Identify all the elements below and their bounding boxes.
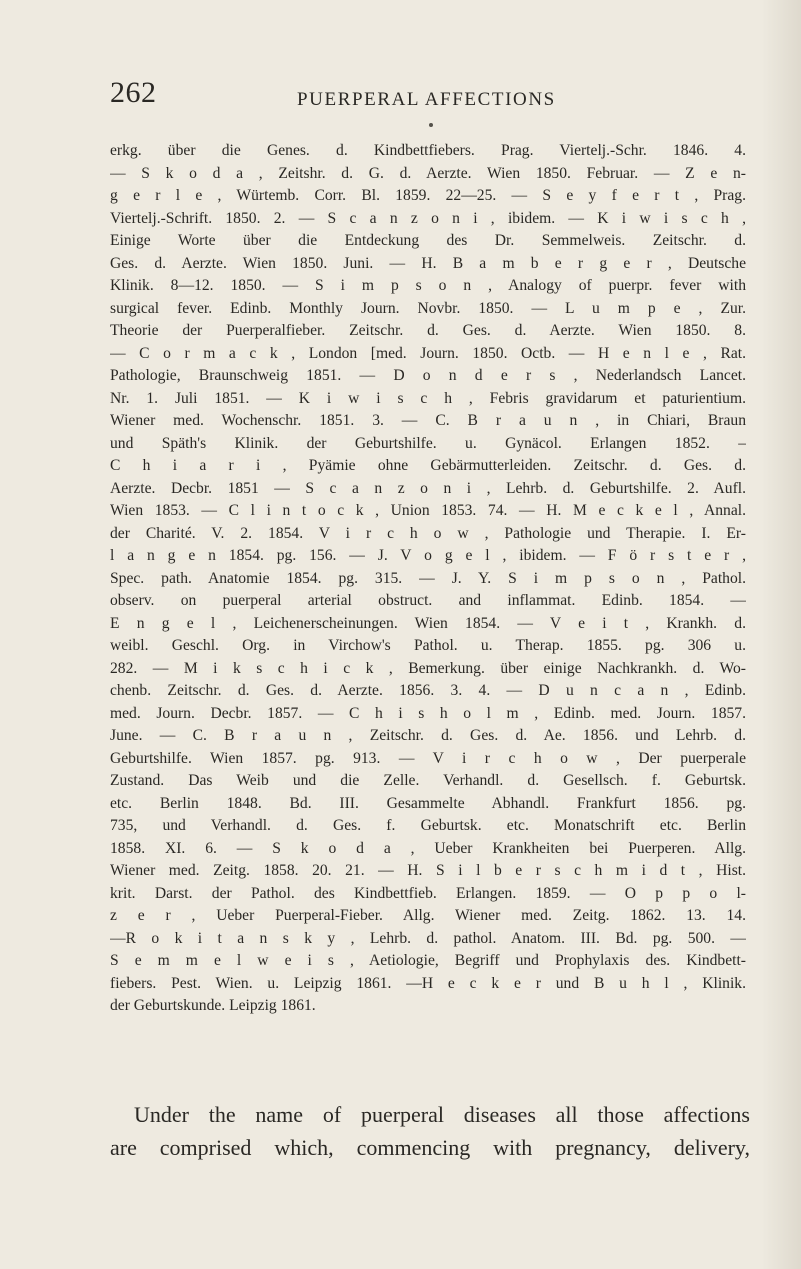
bibliography-line: chenb. Zeitschr. d. Ges. d. Aerzte. 1856. 3. 4. — D u n c a n , Edinb. (110, 682, 746, 699)
bibliography-line: Wiener med. Zeitg. 1858. 20. 21. — H. S i l b e r s c h m i d t , Hist. (110, 862, 746, 879)
page-edge-shadow (761, 0, 801, 1269)
bibliography-line: Einige Worte über die Entdeckung des Dr. Semmelweis. Zeitschr. d. (110, 232, 746, 249)
bibliography-line: 735, und Verhandl. d. Ges. f. Geburtsk. etc. Monatschrift etc. Berlin (110, 817, 746, 834)
bibliography-line: l a n g e n 1854. pg. 156. — J. V o g e l , ibidem. — F ö r s t e r , (110, 547, 746, 564)
page-number: 262 (110, 76, 157, 109)
bibliography-line: erkg. über die Genes. d. Kindbettfiebers. Prag. Viertelj.-Schr. 1846. 4. (110, 142, 746, 159)
bibliography-line: June. — C. B r a u n , Zeitschr. d. Ges. d. Ae. 1856. und Lehrb. d. (110, 727, 746, 744)
bibliography-line: 1858. XI. 6. — S k o d a , Ueber Krankheiten bei Puerperen. Allg. (110, 839, 746, 857)
bibliography-line: etc. Berlin 1848. Bd. III. Gesammelte Abhandl. Frankfurt 1856. pg. (110, 794, 746, 812)
bibliography-line: Wien 1853. — C l i n t o c k , Union 1853. 74. — H. M e c k e l , Annal. (110, 502, 746, 519)
bibliography-line: z e r , Ueber Puerperal-Fieber. Allg. Wiener med. Zeitg. 1862. 13. 14. (110, 907, 746, 924)
bibliography-line: C h i a r i , Pyämie ohne Gebärmutterleiden. Zeitschr. d. Ges. d. (110, 457, 746, 474)
bibliography-line: — S k o d a , Zeitshr. d. G. d. Aerzte. Wien 1850. Februar. — Z e n- (110, 164, 746, 182)
bibliography-line: med. Journ. Decbr. 1857. — C h i s h o l m , Edinb. med. Journ. 1857. (110, 704, 746, 722)
body-paragraph (110, 1098, 750, 1164)
running-title: PUERPERAL AFFECTIONS (297, 89, 556, 110)
bibliography-line: S e m m e l w e i s , Aetiologie, Begriff und Prophylaxis des. Kindbett- (110, 952, 746, 969)
bibliography-line: Zustand. Das Weib und die Zelle. Verhandl. d. Gesellsch. f. Geburtsk. (110, 772, 746, 789)
bibliography-line: Nr. 1. Juli 1851. — K i w i s c h , Febris gravidarum et paturientium. (110, 389, 746, 407)
bibliography-line: Klinik. 8—12. 1850. — S i m p s o n , Analogy of puerpr. fever with (110, 277, 746, 294)
printer-mark (429, 123, 433, 127)
bibliography-line: weibl. Geschl. Org. in Virchow's Pathol. u. Therap. 1855. pg. 306 u. (110, 637, 746, 654)
bibliography-line: g e r l e , Würtemb. Corr. Bl. 1859. 22—25. — S e y f e r t , Prag. (110, 187, 746, 204)
body-line: are comprised which, commencing with pregnancy, delivery, (110, 1135, 750, 1160)
bibliography-line: Geburtshilfe. Wien 1857. pg. 913. — V i r c h o w , Der puerperale (110, 749, 746, 767)
bibliography-line: — C o r m a c k , London [med. Journ. 1850. Octb. — H e n l e , Rat. (110, 344, 746, 362)
bibliography-line: observ. on puerperal arterial obstruct. and inflammat. Edinb. 1854. — (110, 592, 746, 609)
bibliography-line: Spec. path. Anatomie 1854. pg. 315. — J. Y. S i m p s o n , Pathol. (110, 569, 746, 587)
bibliography-line: 282. — M i k s c h i c k , Bemerkung. über einige Nachkrankh. d. Wo- (110, 659, 746, 677)
bibliography-line: Pathologie, Braunschweig 1851. — D o n d e r s , Nederlandsch Lancet. (110, 367, 746, 384)
bibliography-line: fiebers. Pest. Wien. u. Leipzig 1861. —H e c k e r und B u h l , Klinik. (110, 974, 746, 992)
bibliography-line: der Charité. V. 2. 1854. V i r c h o w , Pathologie und Therapie. I. Er- (110, 524, 746, 542)
bibliography-line: der Geburtskunde. Leipzig 1861. (110, 997, 316, 1014)
bibliography-line: Wiener med. Wochenschr. 1851. 3. — C. B r a u n , in Chiari, Braun (110, 412, 746, 429)
bibliography-block (110, 140, 746, 1018)
bibliography-line: Ges. d. Aerzte. Wien 1850. Juni. — H. B a m b e r g e r , Deutsche (110, 254, 746, 272)
bibliography-line: E n g e l , Leichenerscheinungen. Wien 1854. — V e i t , Krankh. d. (110, 614, 746, 632)
bibliography-line: surgical fever. Edinb. Monthly Journ. Novbr. 1850. — L u m p e , Zur. (110, 299, 746, 317)
bibliography-line: Viertelj.-Schrift. 1850. 2. — S c a n z o n i , ibidem. — K i w i s c h , (110, 209, 746, 227)
bibliography-line: krit. Darst. der Pathol. des Kindbettfieb. Erlangen. 1859. — O p p o l- (110, 884, 746, 902)
bibliography-line: und Späth's Klinik. der Geburtshilfe. u. Gynäcol. Erlangen 1852. – (110, 434, 746, 452)
bibliography-line: Aerzte. Decbr. 1851 — S c a n z o n i , Lehrb. d. Geburtshilfe. 2. Aufl. (110, 479, 746, 497)
bibliography-line: Theorie der Puerperalfieber. Zeitschr. d. Ges. d. Aerzte. Wien 1850. 8. (110, 322, 746, 339)
bibliography-line: —R o k i t a n s k y , Lehrb. d. pathol. Anatom. III. Bd. pg. 500. — (110, 929, 746, 947)
body-line: Under the name of puerperal diseases all those affections (134, 1102, 750, 1127)
